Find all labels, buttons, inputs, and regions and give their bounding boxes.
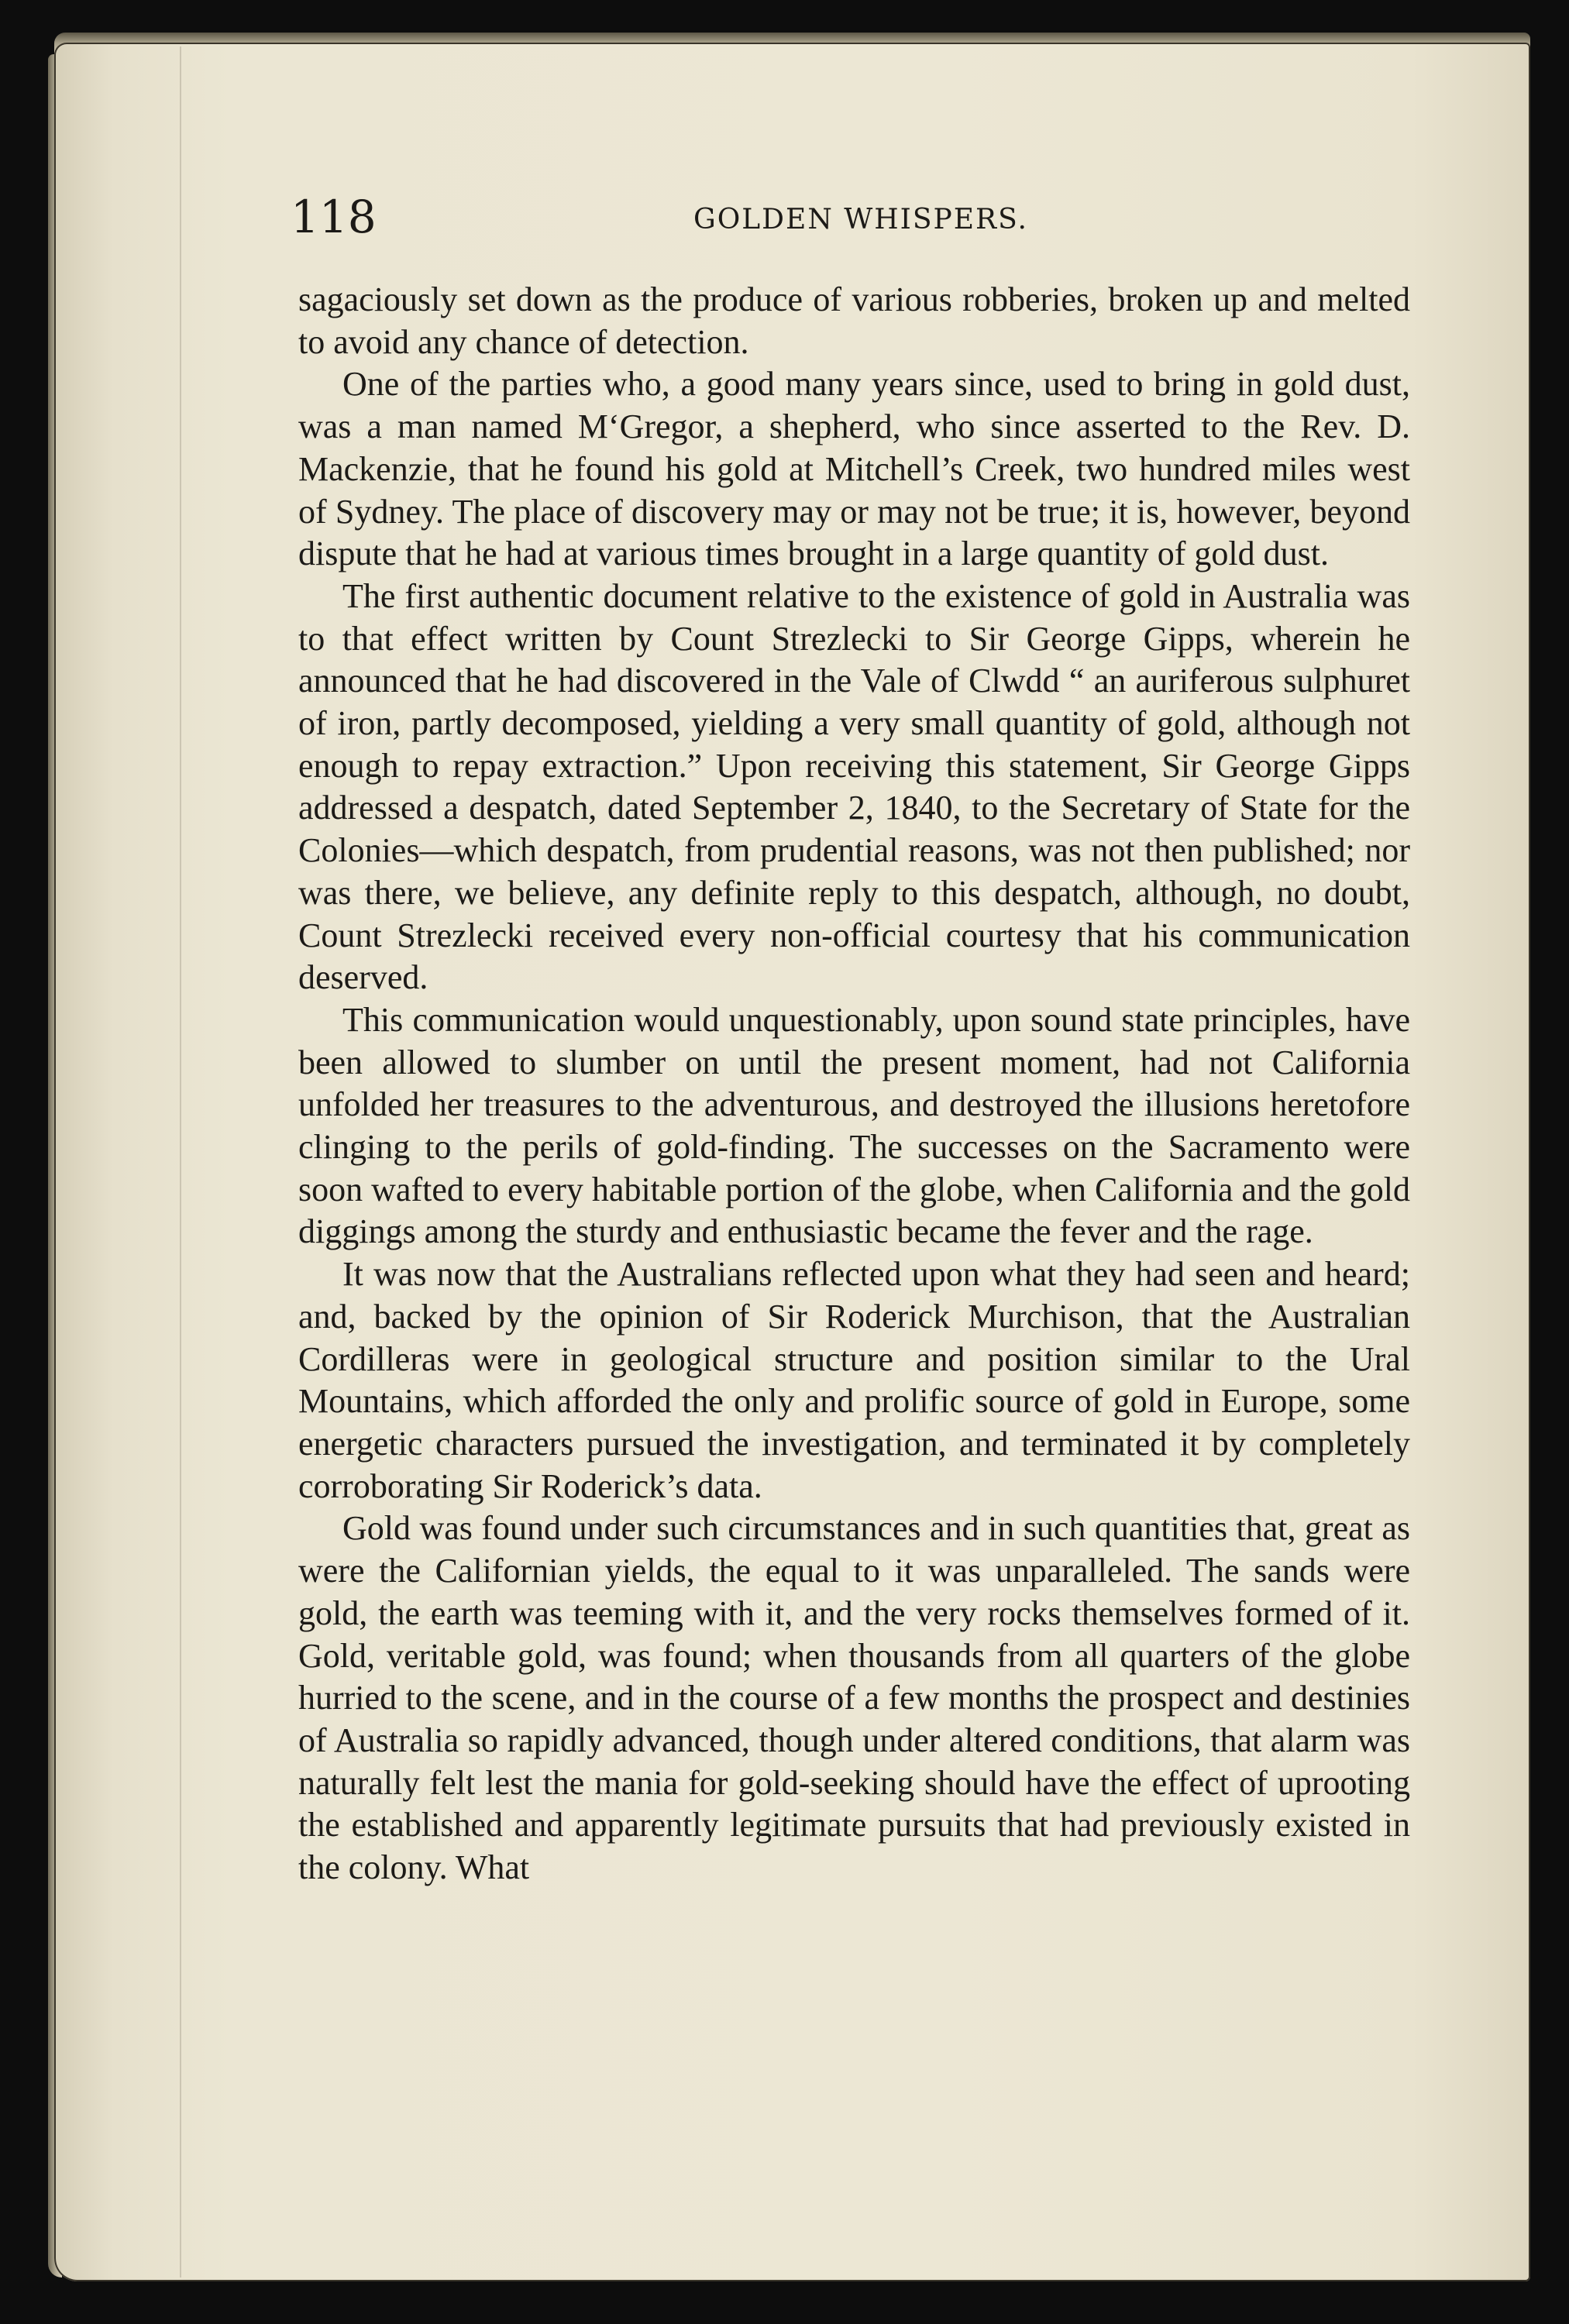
body-text — [298, 279, 1410, 1889]
page-header — [291, 190, 1406, 244]
paragraph-3: The first authentic document relative to the existence of gold in Australia was to that effect written by Count Strezlecki to Sir George Gipps, wherein he announced that he had discovered in the Vale of Clwdd “ an auriferous sulphuret of iron, partly decomposed, yielding a very small quantity of gold, although not enough to repay extraction.” Upon receiving this statement, Sir George Gipps addressed a despatch, dated September 2, 1840, to the Secretary of State for the Colonies—which despatch, from prudential reasons, was not then published; nor was there, we believe, any definite reply to this despatch, although, no doubt, Count Strezlecki received every non-official courtesy that his communication deserved. — [298, 576, 1410, 997]
paragraph-2: One of the parties who, a good many years since, used to bring in gold dust, was a man named M‘Gregor, a shepherd, who since asserted to the Rev. D. Mackenzie, that he found his gold at Mitchell’s Creek, two hundred miles west of Sydney. The place of discovery may or may not be true; it is, however, beyond dispute that he had at various times brought in a large quantity of gold dust. — [298, 365, 1410, 573]
page-number: 118 — [291, 191, 377, 243]
paragraph-4: This communication would unquestionably, upon sound state principles, have been allowed to slumber on until the present moment, had not California unfolded her treasures to the adventurous, and destroyed the illusions heretofore clinging to the perils of gold-finding. The successes on the Sacramento were soon wafted to every habitable portion of the globe, when California and the gold diggings among the sturdy and enthusiastic became the fever and the rage. — [298, 1000, 1410, 1251]
paragraph-1: sagaciously set down as the produce of various robberies, broken up and melted to avoid any chance of detection. — [298, 280, 1410, 361]
running-head: GOLDEN WHISPERS. — [693, 204, 1028, 235]
paragraph-5: It was now that the Australians reflected upon what they had seen and heard; and, backed by the opinion of Sir Roderick Murchison, that the Australian Cordilleras were in geological structure and position similar to the Ural Mountains, which afforded the only and prolific source of gold in Europe, some energetic characters pursued the investigation, and terminated it by completely corroborating Sir Roderick’s data. — [298, 1255, 1410, 1505]
paragraph-6: Gold was found under such circumstances and in such quantities that, great as were the Californian yields, the equal to it was unparalleled. The sands were gold, the earth was teeming with it, and the very rocks themselves formed of it. Gold, veritable gold, was found; when thousands from all quarters of the globe hurried to the scene, and in the course of a few months the prospect and destinies of Australia so rapidly advanced, though under altered conditions, that alarm was naturally felt lest the mania for gold-seeking should have the effect of uprooting the established and apparently legitimate pursuits that had previously existed in the colony. What — [298, 1509, 1410, 1887]
gutter-line — [180, 46, 181, 2278]
